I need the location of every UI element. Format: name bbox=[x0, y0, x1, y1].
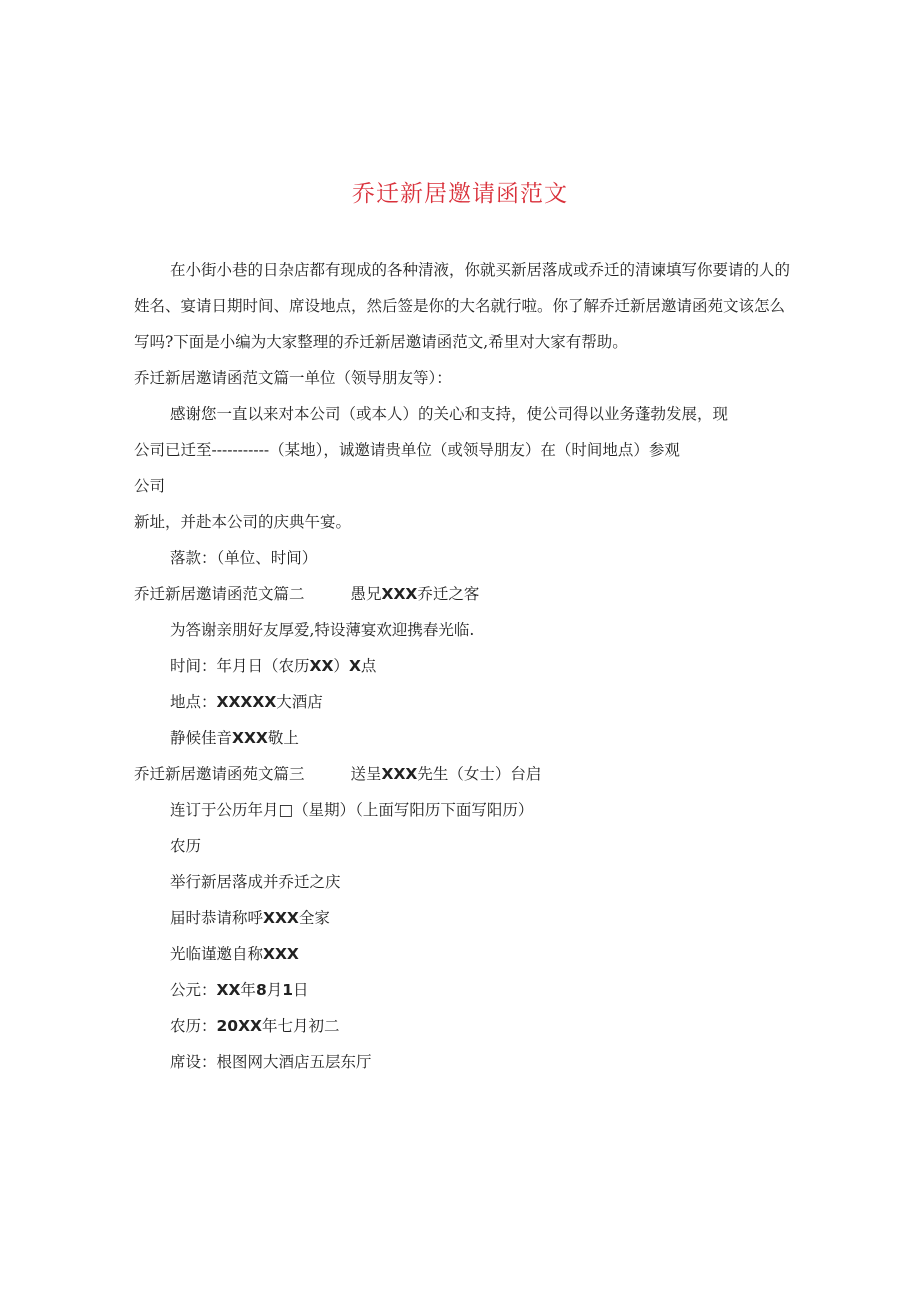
section2-heading-right: 愚兄XXX乔迁之客 bbox=[350, 585, 480, 603]
section2-line: 为答谢亲朋好友厚爱,特设薄宴欢迎携春光临. bbox=[170, 621, 475, 639]
section1-signature: 落款：（单位、时间） bbox=[170, 549, 318, 567]
page-title: 乔迁新居邀请函范文 bbox=[352, 181, 568, 207]
section3-venue: 席设：根图网大酒店五层东厅 bbox=[170, 1053, 372, 1071]
section3-line: 连订于公历年月□（星期）（上面写阳历下面写阳历） bbox=[170, 801, 534, 819]
section3-line: 光临谨邀自称XXX bbox=[170, 945, 299, 963]
section2-time: 时间：年月日（农历XX）X点 bbox=[170, 657, 377, 675]
section2-heading bbox=[134, 576, 794, 612]
section3-heading-right: 送呈XXX先生（女士）台启 bbox=[350, 765, 542, 783]
section1-heading: 乔迁新居邀请函范文篇一单位（领导朋友等）： bbox=[134, 369, 452, 387]
section1-paragraph-line: 公司已迁至-----------（某地），诚邀请贵单位（或领导朋友）在（时间地点）参观 bbox=[134, 441, 680, 459]
section2-place: 地点：XXXXX大酒店 bbox=[170, 693, 323, 711]
section1-paragraph-line: 感谢您一直以来对本公司（或本人）的关心和支持，使公司得以业务蓬勃发展，现 bbox=[170, 405, 729, 423]
section3-date-gregorian: 公元：XX年8月1日 bbox=[170, 981, 309, 999]
section2-signature: 静候佳音XXX敬上 bbox=[170, 729, 299, 747]
section2-heading-left: 乔迁新居邀请函范文篇二 bbox=[134, 585, 305, 603]
section3-line: 届时恭请称呼XXX全家 bbox=[170, 909, 330, 927]
section3-line: 农历 bbox=[170, 837, 202, 855]
section3-heading-left: 乔迁新居邀请函苑文篇三 bbox=[134, 765, 305, 783]
section1-paragraph-line: 公司 bbox=[134, 477, 166, 495]
section1-paragraph-line: 新址，并赴本公司的庆典午宴。 bbox=[134, 513, 352, 531]
document-body bbox=[134, 252, 794, 1080]
section3-date-lunar: 农历：20XX年七月初二 bbox=[170, 1017, 340, 1035]
section3-heading bbox=[134, 756, 794, 792]
intro-paragraph: 在小街小巷的日杂店都有现成的各种清液，你就买新居落成或乔迁的清谏填写你要请的人的姓名、宴请日期时间、席设地点，然后签是你的大名就行啦。你了解乔迁新居邀请函苑文该怎么写吗?下面是小编为大家整理的乔迁新居邀请函范文,希里对大家有帮助。 bbox=[134, 261, 791, 351]
section3-line: 举行新居落成并乔迁之庆 bbox=[170, 873, 341, 891]
